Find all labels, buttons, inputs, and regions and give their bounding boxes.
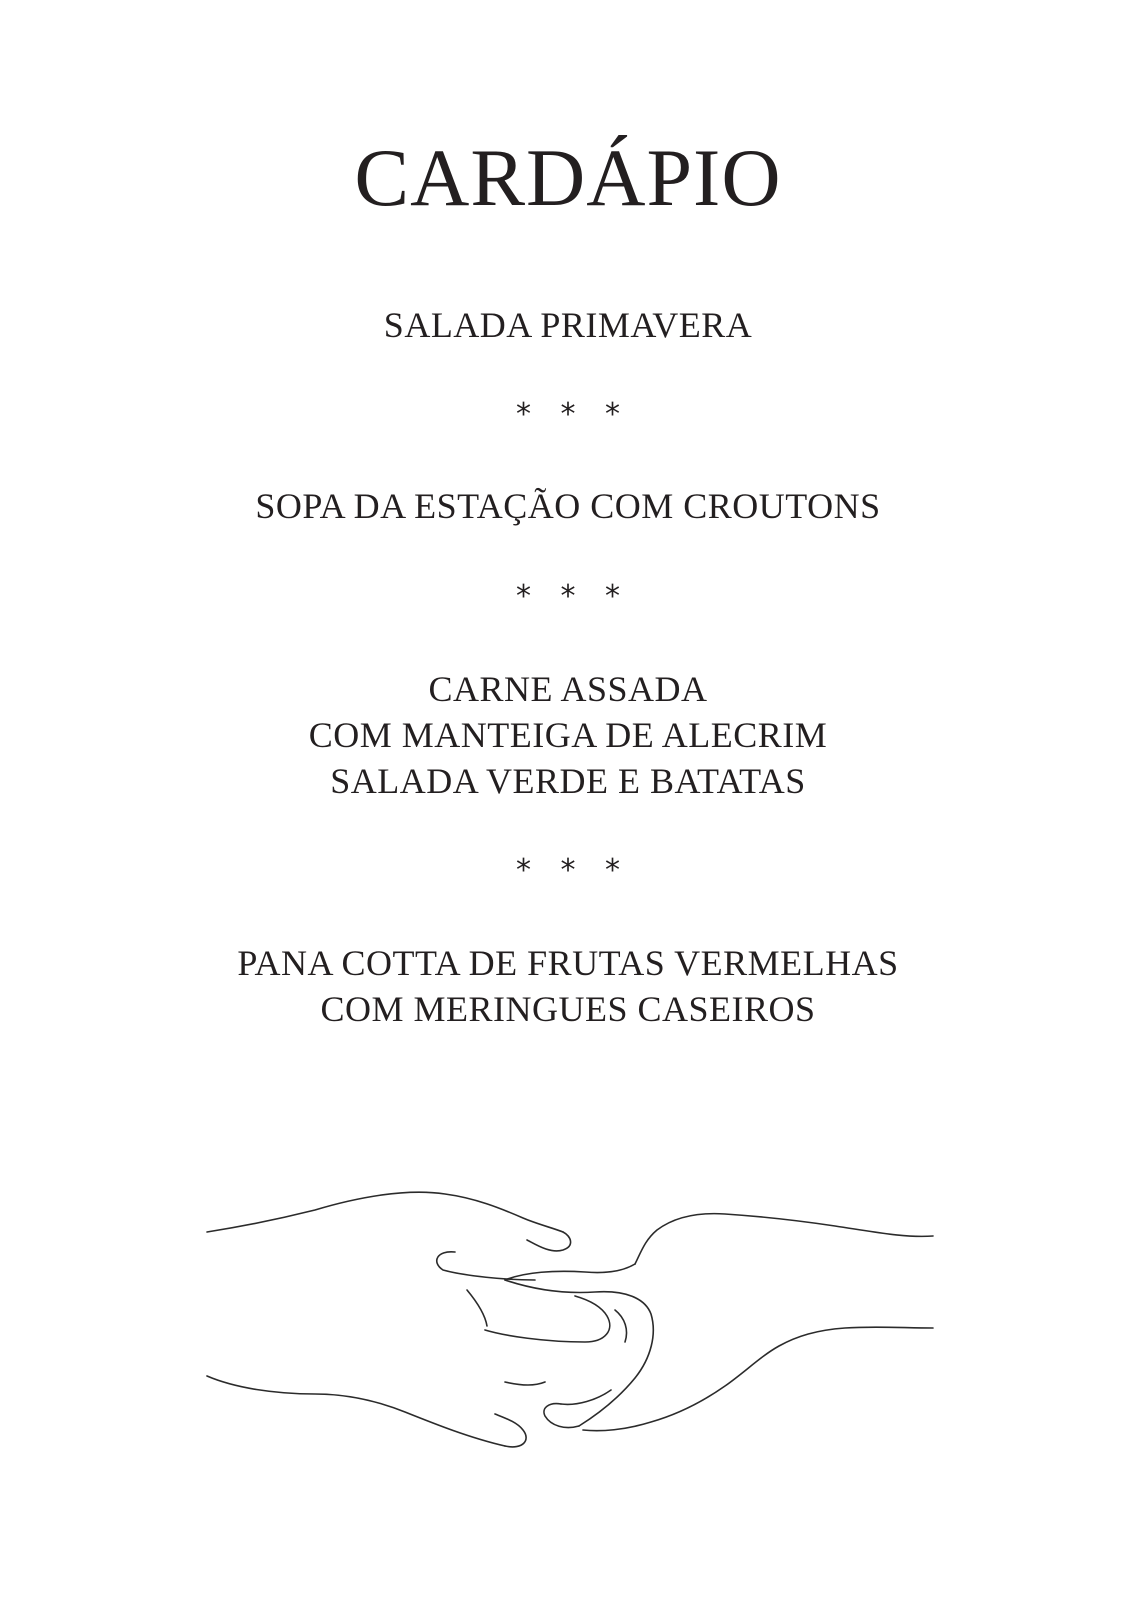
course-soup bbox=[0, 483, 1136, 529]
menu-title: CARDÁPIO bbox=[354, 132, 782, 223]
separator: * * * bbox=[515, 579, 631, 614]
course-line: SOPA DA ESTAÇÃO COM CROUTONS bbox=[255, 486, 881, 526]
course-line: COM MERINGUES CASEIROS bbox=[320, 989, 816, 1029]
course-main bbox=[0, 666, 1136, 804]
holding-hands-icon bbox=[205, 1190, 935, 1480]
course-salad bbox=[0, 302, 1136, 348]
course-dessert bbox=[0, 940, 1136, 1032]
course-line: SALADA PRIMAVERA bbox=[383, 305, 753, 345]
course-line: SALADA VERDE E BATATAS bbox=[330, 761, 806, 801]
course-line: COM MANTEIGA DE ALECRIM bbox=[308, 715, 828, 755]
separator: * * * bbox=[515, 397, 631, 432]
course-line: CARNE ASSADA bbox=[428, 669, 708, 709]
course-line: PANA COTTA DE FRUTAS VERMELHAS bbox=[237, 943, 899, 983]
separator: * * * bbox=[515, 853, 631, 888]
